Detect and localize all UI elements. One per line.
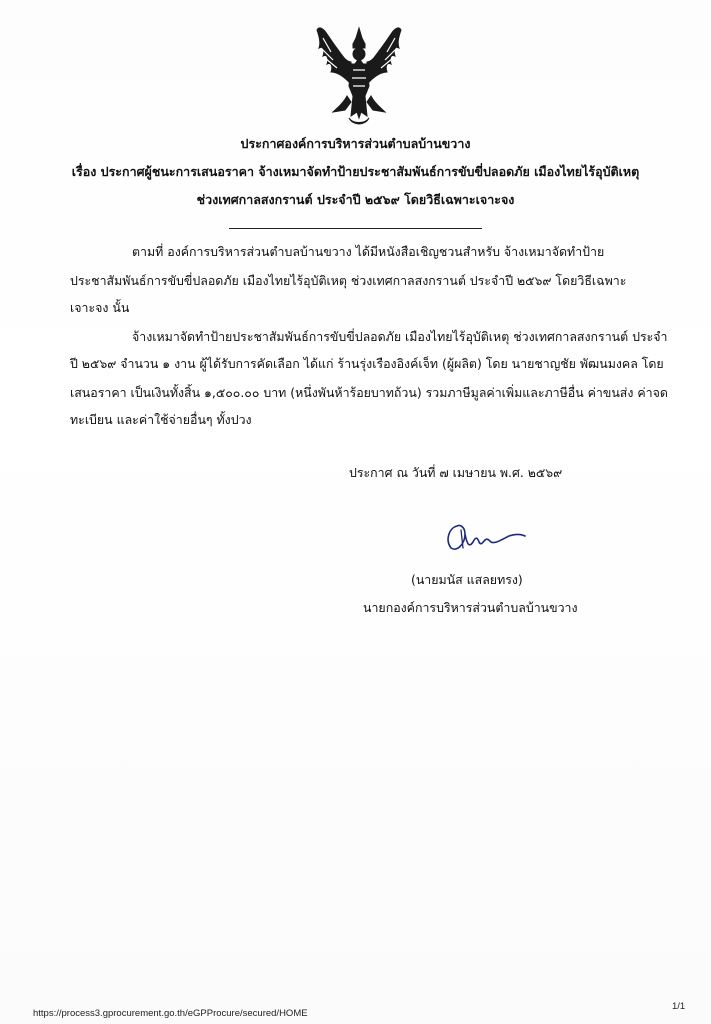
paragraph-2-line-1: จ้างเหมาจัดทำป้ายประชาสัมพันธ์การขับขี่ปลอดภัย เมืองไทยไร้อุบัติเหตุ ช่วงเทศกาลสงกรานต์ ประจำ: [132, 329, 668, 344]
paragraph-2-line-3: เสนอราคา เป็นเงินทั้งสิ้น ๑,๕๐๐.๐๐ บาท (หนึ่งพันห้าร้อยบาทถ้วน) รวมภาษีมูลค่าเพิ่มและภาษีอื่น ค่าขนส่ง ค่าจด: [70, 385, 668, 400]
announcement-subject-continued: ช่วงเทศกาลสงกรานต์ ประจำปี ๒๕๖๙ โดยวิธีเฉพาะเจาะจง: [196, 192, 515, 207]
announcement-title: ประกาศองค์การบริหารส่วนตำบลบ้านขวาง: [240, 136, 471, 151]
paragraph-2-line-4: ทะเบียน และค่าใช้จ่ายอื่นๆ ทั้งปวง: [70, 412, 252, 427]
header-divider: [229, 228, 482, 229]
signatory-position: นายกองค์การบริหารส่วนตำบลบ้านขวาง: [363, 600, 578, 615]
paragraph-1-line-1: ตามที่ องค์การบริหารส่วนตำบลบ้านขวาง ได้มีหนังสือเชิญชวนสำหรับ จ้างเหมาจัดทำป้าย: [132, 244, 605, 259]
paragraph-2-line-2: ปี ๒๕๖๙ จำนวน ๑ งาน ผู้ได้รับการคัดเลือก ได้แก่ ร้านรุ่งเรืองอิงค์เจ็ท (ผู้ผลิต) โดย นายชาญชัย พัฒนมงคล โดย: [70, 356, 664, 371]
handwritten-signature: [443, 518, 527, 556]
signatory-name: (นายมนัส แสลยทรง): [411, 572, 523, 587]
announcement-subject: เรื่อง ประกาศผู้ชนะการเสนอราคา จ้างเหมาจัดทำป้ายประชาสัมพันธ์การขับขี่ปลอดภัย เมืองไทยไร้อุบัติเหตุ: [71, 164, 640, 179]
page-number: 1/1: [672, 1001, 686, 1012]
footer-url-link[interactable]: https://process3.gprocurement.go.th/eGPProcure/secured/HOME: [33, 1008, 308, 1019]
garuda-emblem-icon: [309, 22, 409, 132]
announcement-date: ประกาศ ณ วันที่ ๗ เมษายน พ.ศ. ๒๕๖๙: [349, 465, 563, 480]
paragraph-1-line-2: ประชาสัมพันธ์การขับขี่ปลอดภัย เมืองไทยไร้อุบัติเหตุ ช่วงเทศกาลสงกรานต์ ประจำปี ๒๕๖๙ โดยวิธีเฉพาะ: [70, 273, 627, 288]
paragraph-1-line-3: เจาะจง นั้น: [70, 300, 130, 315]
